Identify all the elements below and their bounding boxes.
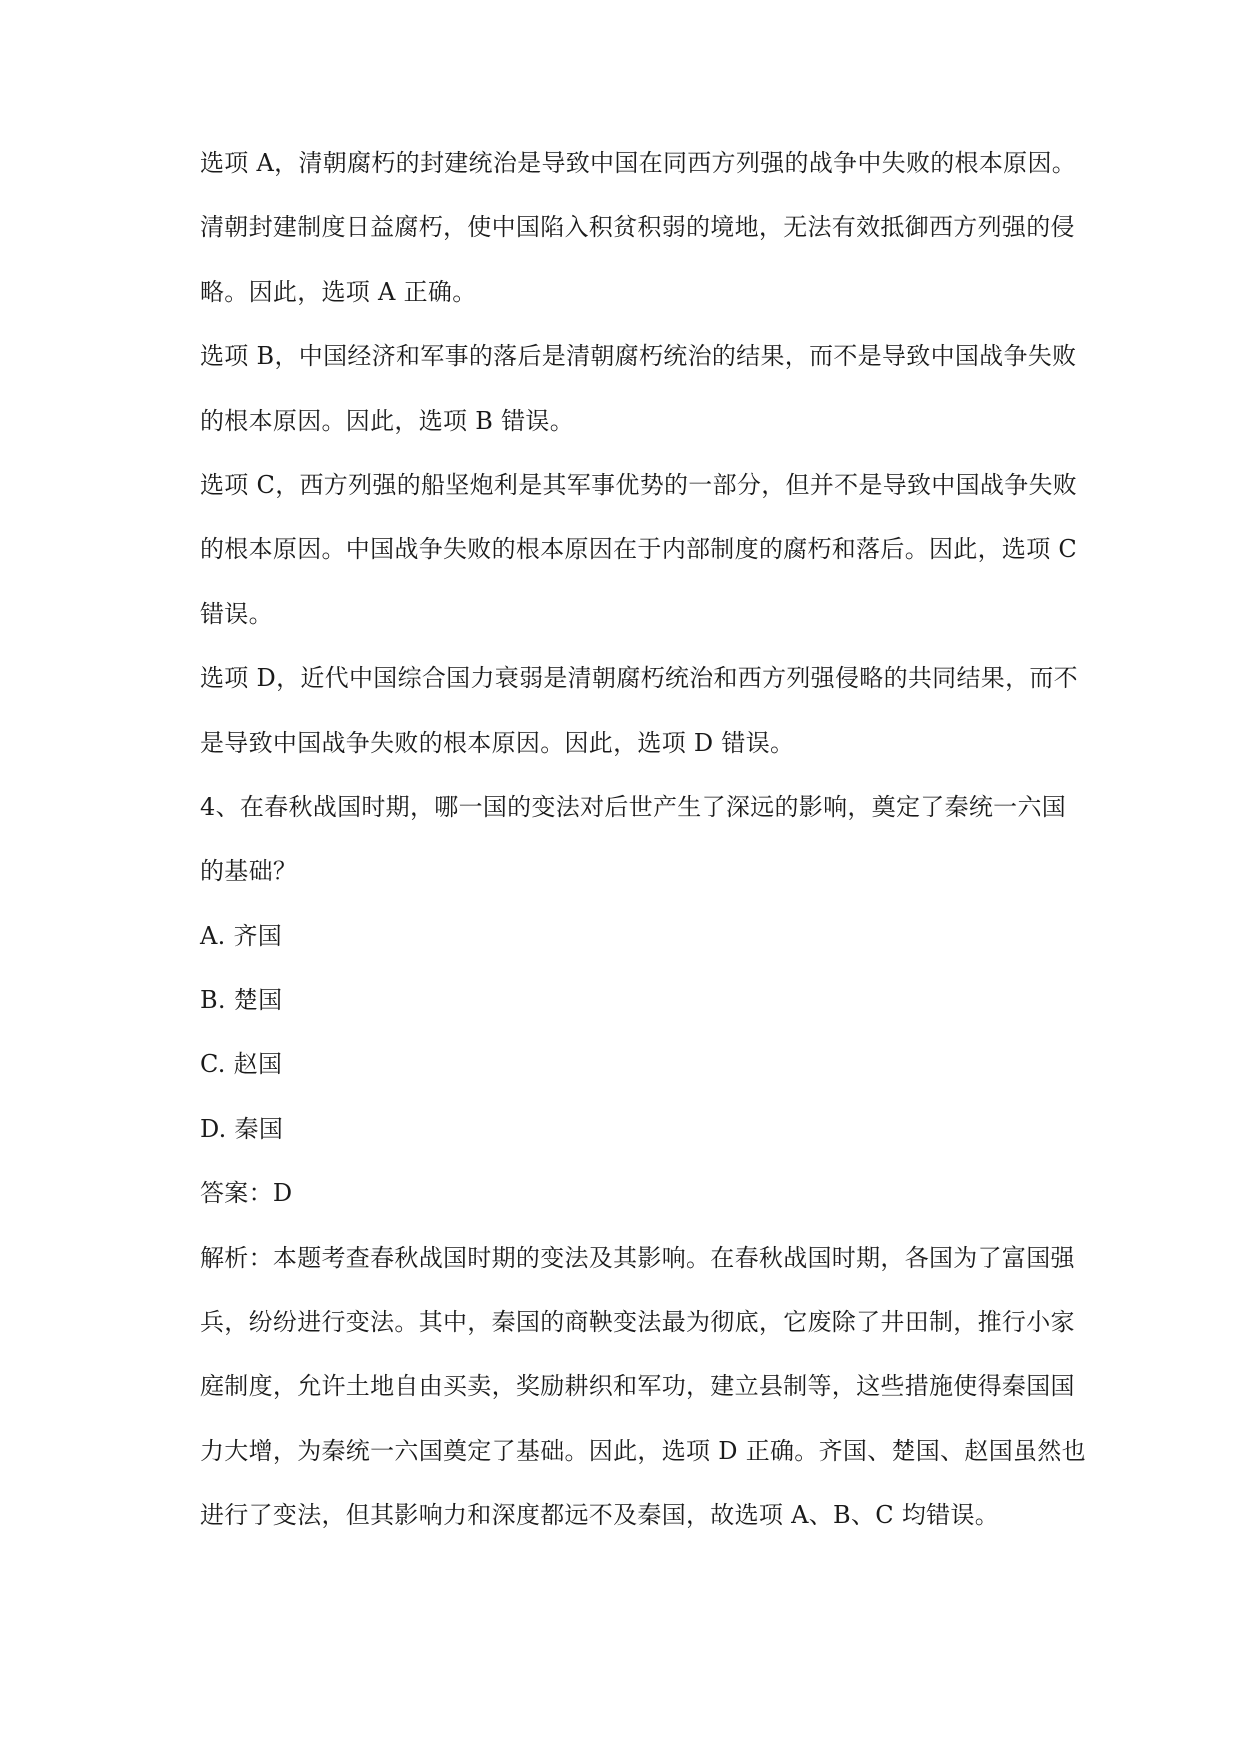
choice-b: B. 楚国 <box>200 986 283 1015</box>
question-4-line-1: 4、在春秋战国时期，哪一国的变法对后世产生了深远的影响，奠定了秦统一六国 <box>200 792 1067 821</box>
option-c-explanation-line-3: 错误。 <box>200 599 273 628</box>
question-4-line-2: 的基础？ <box>200 857 298 886</box>
option-b-explanation-line-1: 选项 B，中国经济和军事的落后是清朝腐朽统治的结果，而不是导致中国战争失败 <box>200 342 1077 371</box>
option-d-explanation-line-1: 选项 D，近代中国综合国力衰弱是清朝腐朽统治和西方列强侵略的共同结果，而不 <box>200 664 1078 693</box>
analysis-line-4: 力大增，为秦统一六国奠定了基础。因此，选项 D 正确。齐国、楚国、赵国虽然也 <box>200 1436 1086 1465</box>
analysis-line-5: 进行了变法，但其影响力和深度都远不及秦国，故选项 A、B、C 均错误。 <box>200 1501 1000 1530</box>
choice-a: A. 齐国 <box>200 921 283 950</box>
option-a-explanation-line-2: 清朝封建制度日益腐朽，使中国陷入积贫积弱的境地，无法有效抵御西方列强的侵 <box>200 213 1075 242</box>
analysis-line-3: 庭制度，允许土地自由买卖，奖励耕织和军功，建立县制等，这些措施使得秦国国 <box>200 1372 1075 1401</box>
option-a-explanation-line-3: 略。因此，选项 A 正确。 <box>200 277 477 306</box>
option-c-explanation-line-2: 的根本原因。中国战争失败的根本原因在于内部制度的腐朽和落后。因此，选项 C <box>200 535 1078 564</box>
choice-d: D. 秦国 <box>200 1114 284 1143</box>
analysis-line-1: 解析：本题考查春秋战国时期的变法及其影响。在春秋战国时期，各国为了富国强 <box>200 1243 1075 1272</box>
option-d-explanation-line-2: 是导致中国战争失败的根本原因。因此，选项 D 错误。 <box>200 728 795 757</box>
answer-line: 答案：D <box>200 1179 293 1208</box>
option-b-explanation-line-2: 的根本原因。因此，选项 B 错误。 <box>200 406 574 435</box>
document-body <box>200 145 1100 1562</box>
option-a-explanation-line-1: 选项 A，清朝腐朽的封建统治是导致中国在同西方列强的战争中失败的根本原因。 <box>200 149 1077 177</box>
option-c-explanation-line-1: 选项 C，西方列强的船坚炮利是其军事优势的一部分，但并不是导致中国战争失败 <box>200 470 1078 499</box>
analysis-line-2: 兵，纷纷进行变法。其中，秦国的商鞅变法最为彻底，它废除了井田制，推行小家 <box>200 1308 1075 1337</box>
choice-c: C. 赵国 <box>200 1050 283 1079</box>
